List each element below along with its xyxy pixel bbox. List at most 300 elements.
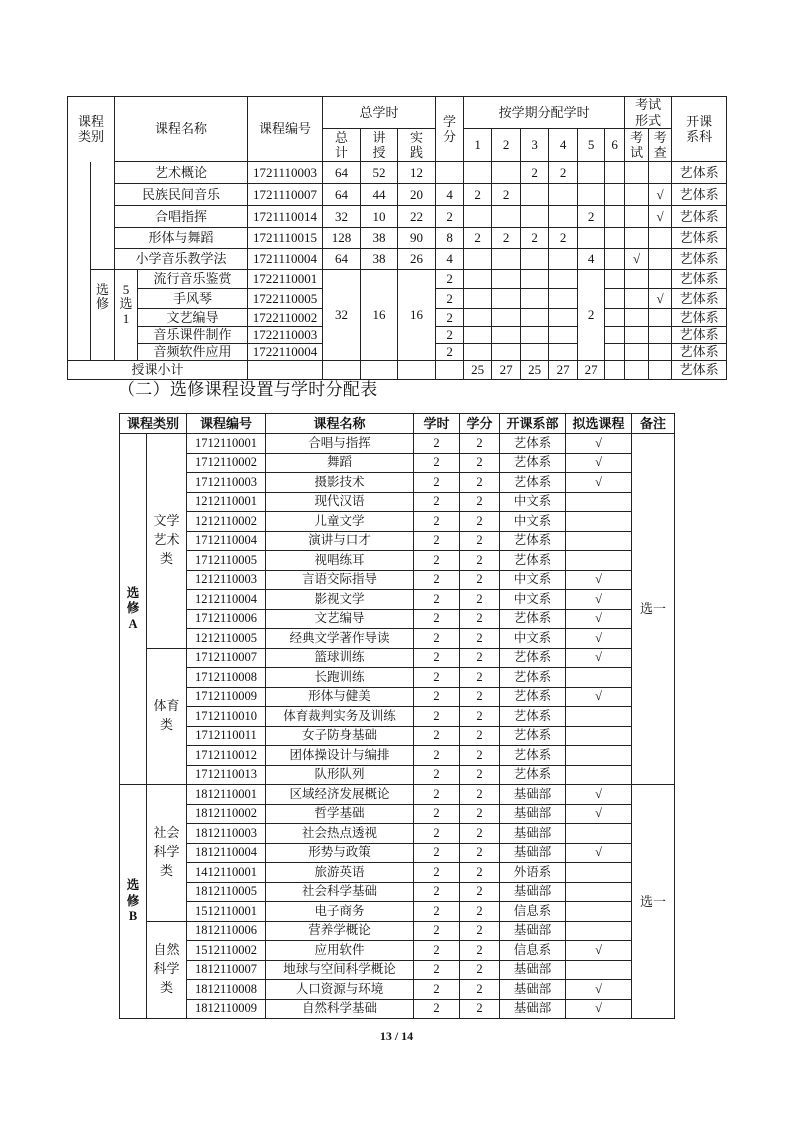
department: 艺体系 — [672, 360, 727, 379]
elective-category: 选 修 — [91, 270, 115, 361]
semester-2-hours — [492, 249, 521, 270]
course-name: 言语交际指导 — [266, 570, 414, 590]
semester-4-hours — [549, 184, 578, 206]
department: 信息系 — [500, 902, 566, 922]
course-hours-table-body — [68, 162, 727, 380]
hours: 2 — [414, 434, 460, 454]
course-code: 1212110005 — [187, 629, 266, 649]
hours-total: 32 — [323, 270, 361, 361]
hours-practice — [398, 360, 436, 379]
header-semester-4: 4 — [549, 129, 578, 162]
header-course-name: 课程名称 — [115, 97, 248, 162]
hours: 2 — [414, 473, 460, 493]
course-name: 形体与健美 — [266, 687, 414, 707]
department: 中文系 — [500, 590, 566, 610]
table-row — [120, 473, 675, 493]
course-name: 女子防身基础 — [266, 726, 414, 746]
hours: 2 — [414, 492, 460, 512]
table-row — [120, 726, 675, 746]
table-row — [68, 162, 727, 184]
department: 艺体系 — [672, 344, 727, 361]
hours-total: 32 — [323, 206, 361, 228]
semester-6-hours — [605, 206, 625, 228]
semester-2-hours — [492, 327, 521, 344]
exam-mark — [625, 206, 649, 228]
course-code: 1212110001 — [187, 492, 266, 512]
selected-mark: √ — [566, 629, 632, 649]
selected-mark — [566, 726, 632, 746]
semester-1-hours — [464, 162, 492, 184]
semester-2-hours — [492, 206, 521, 228]
course-name: 音乐课件制作 — [138, 327, 248, 344]
course-code: 1812110007 — [187, 960, 266, 980]
hours-lecture: 10 — [361, 206, 398, 228]
header-course-category: 课程 类别 — [68, 97, 115, 162]
department: 艺体系 — [500, 648, 566, 668]
credit: 2 — [460, 648, 500, 668]
hours: 2 — [414, 629, 460, 649]
semester-3-hours — [521, 289, 549, 309]
course-code: 1512110001 — [187, 902, 266, 922]
exam-mark — [625, 184, 649, 206]
semester-6-hours — [605, 270, 625, 289]
header-hours-lecture: 讲 授 — [361, 129, 398, 162]
table-row — [120, 999, 675, 1019]
department: 艺体系 — [672, 327, 727, 344]
department: 艺体系 — [672, 270, 727, 289]
selected-mark: √ — [566, 609, 632, 629]
credit: 2 — [460, 921, 500, 941]
hours: 2 — [414, 551, 460, 571]
header-course-code: 课程编号 — [248, 97, 323, 162]
department: 艺体系 — [500, 668, 566, 688]
subtotal-label: 授课小计 — [68, 360, 248, 379]
course-code: 1712110013 — [187, 765, 266, 785]
course-code: 1721110007 — [248, 184, 323, 206]
hours-lecture: 38 — [361, 228, 398, 249]
credit: 2 — [460, 512, 500, 532]
table-row — [120, 590, 675, 610]
semester-2-hours — [492, 289, 521, 309]
hours-practice: 90 — [398, 228, 436, 249]
selected-mark: √ — [566, 453, 632, 473]
credit: 2 — [460, 473, 500, 493]
semester-3-hours — [521, 309, 549, 327]
table-row — [120, 609, 675, 629]
check-mark — [649, 228, 672, 249]
header-total-hours: 总学时 — [323, 97, 436, 129]
semester-3-subtotal: 25 — [521, 360, 549, 379]
semester-3-hours: 2 — [521, 228, 549, 249]
semester-1-hours — [464, 289, 492, 309]
semester-3-hours — [521, 270, 549, 289]
table-row — [120, 648, 675, 668]
course-name: 经典文学著作导读 — [266, 629, 414, 649]
semester-2-hours: 2 — [492, 184, 521, 206]
credit: 2 — [460, 570, 500, 590]
hours: 2 — [414, 609, 460, 629]
subgroup-label: 文学 艺术 类 — [147, 434, 187, 649]
credit: 2 — [436, 344, 464, 361]
table-row — [120, 843, 675, 863]
course-code: 1512110002 — [187, 941, 266, 961]
semester-5-hours: 2 — [578, 206, 605, 228]
credit: 2 — [460, 960, 500, 980]
table-row — [68, 206, 727, 228]
course-code: 1721110015 — [248, 228, 323, 249]
check-mark — [649, 327, 672, 344]
semester-5-hours — [578, 228, 605, 249]
selected-mark — [566, 492, 632, 512]
hours-lecture: 16 — [361, 270, 398, 361]
selected-mark: √ — [566, 999, 632, 1019]
hours-total: 64 — [323, 184, 361, 206]
semester-1-hours — [464, 309, 492, 327]
course-name: 民族民间音乐 — [115, 184, 248, 206]
credit: 2 — [460, 453, 500, 473]
course-code — [248, 360, 323, 379]
header-check: 考 查 — [649, 129, 672, 162]
group-label: 选 修 A — [120, 434, 147, 785]
subgroup-label: 社会 科学 类 — [147, 785, 187, 922]
course-name: 流行音乐鉴赏 — [138, 270, 248, 289]
credit: 2 — [436, 327, 464, 344]
department: 外语系 — [500, 863, 566, 883]
credit: 2 — [460, 629, 500, 649]
semester-1-hours: 2 — [464, 228, 492, 249]
department: 艺体系 — [672, 289, 727, 309]
course-name: 形体与舞蹈 — [115, 228, 248, 249]
semester-5-hours: 4 — [578, 249, 605, 270]
department: 基础部 — [500, 824, 566, 844]
selected-mark — [566, 551, 632, 571]
semester-2-subtotal: 27 — [492, 360, 521, 379]
table-row — [120, 824, 675, 844]
hours-total: 64 — [323, 162, 361, 184]
course-code: 1812110009 — [187, 999, 266, 1019]
check-mark: √ — [649, 289, 672, 309]
semester-4-subtotal: 27 — [549, 360, 578, 379]
semester-4-hours — [549, 249, 578, 270]
check-mark — [649, 344, 672, 361]
department: 艺体系 — [500, 551, 566, 571]
exam-mark: √ — [625, 249, 649, 270]
course-code: 1812110004 — [187, 843, 266, 863]
hours: 2 — [414, 941, 460, 961]
check-mark — [649, 249, 672, 270]
table-row — [120, 804, 675, 824]
course-code: 1212110004 — [187, 590, 266, 610]
table-row — [120, 492, 675, 512]
elective-rule: 5 选 1 — [115, 270, 138, 361]
table-row — [120, 921, 675, 941]
department: 基础部 — [500, 960, 566, 980]
selected-mark — [566, 707, 632, 727]
table-row — [120, 882, 675, 902]
course-code: 1812110008 — [187, 980, 266, 1000]
course-name: 视唱练耳 — [266, 551, 414, 571]
hours-total: 64 — [323, 249, 361, 270]
check-mark — [649, 162, 672, 184]
selected-mark — [566, 863, 632, 883]
course-name: 形势与政策 — [266, 843, 414, 863]
semester-1-hours — [464, 206, 492, 228]
course-name: 队形队列 — [266, 765, 414, 785]
credit: 2 — [460, 863, 500, 883]
department: 中文系 — [500, 570, 566, 590]
selected-mark: √ — [566, 473, 632, 493]
department: 艺体系 — [672, 228, 727, 249]
course-code: 1812110005 — [187, 882, 266, 902]
department: 艺体系 — [500, 434, 566, 454]
credit: 2 — [460, 980, 500, 1000]
course-code: 1812110003 — [187, 824, 266, 844]
department: 艺体系 — [500, 746, 566, 766]
course-name: 文艺编导 — [266, 609, 414, 629]
hours: 2 — [414, 726, 460, 746]
course-code: 1712110012 — [187, 746, 266, 766]
selected-mark: √ — [566, 980, 632, 1000]
department: 艺体系 — [500, 765, 566, 785]
hours-practice: 20 — [398, 184, 436, 206]
semester-6-hours — [605, 289, 625, 309]
course-code: 1712110002 — [187, 453, 266, 473]
check-mark: √ — [649, 184, 672, 206]
department: 艺体系 — [500, 726, 566, 746]
hours-practice: 12 — [398, 162, 436, 184]
table-row — [120, 902, 675, 922]
exam-mark — [625, 289, 649, 309]
hours: 2 — [414, 804, 460, 824]
hours: 2 — [414, 570, 460, 590]
credit: 2 — [460, 999, 500, 1019]
semester-3-hours — [521, 249, 549, 270]
hours: 2 — [414, 590, 460, 610]
required-category-cell — [91, 162, 115, 270]
hours-practice: 16 — [398, 270, 436, 361]
course-code: 1812110002 — [187, 804, 266, 824]
semester-3-hours — [521, 206, 549, 228]
header-semester-2: 2 — [492, 129, 521, 162]
course-name: 儿童文学 — [266, 512, 414, 532]
semester-6-hours — [605, 249, 625, 270]
course-code: 1721110004 — [248, 249, 323, 270]
credit — [436, 360, 464, 379]
department: 中文系 — [500, 629, 566, 649]
elective-course-table-body — [120, 434, 675, 1019]
course-name: 艺术概论 — [115, 162, 248, 184]
semester-6-hours — [605, 327, 625, 344]
department: 基础部 — [500, 921, 566, 941]
check-mark — [649, 309, 672, 327]
semester-4-hours — [549, 270, 578, 289]
category-blank-cell — [68, 162, 91, 361]
hours: 2 — [414, 902, 460, 922]
header-hours: 学时 — [414, 414, 460, 434]
course-code: 1722110004 — [248, 344, 323, 361]
course-code: 1721110014 — [248, 206, 323, 228]
selected-mark — [566, 512, 632, 532]
selected-mark: √ — [566, 804, 632, 824]
course-name: 长跑训练 — [266, 668, 414, 688]
section-title: （二）选修课程设置与学时分配表 — [118, 380, 378, 399]
semester-1-hours — [464, 344, 492, 361]
course-name: 舞蹈 — [266, 453, 414, 473]
department: 信息系 — [500, 941, 566, 961]
header-course-category: 课程类别 — [120, 414, 187, 434]
semester-5-hours — [578, 184, 605, 206]
header-course-name: 课程名称 — [266, 414, 414, 434]
table-row — [120, 434, 675, 454]
credit: 2 — [460, 551, 500, 571]
selected-mark — [566, 882, 632, 902]
department: 艺体系 — [500, 609, 566, 629]
course-name: 影视文学 — [266, 590, 414, 610]
credit: 2 — [436, 206, 464, 228]
selected-mark: √ — [566, 687, 632, 707]
header-semester-3: 3 — [521, 129, 549, 162]
hours: 2 — [414, 863, 460, 883]
semester-1-hours — [464, 249, 492, 270]
semester-6-hours — [605, 344, 625, 361]
department: 艺体系 — [672, 206, 727, 228]
exam-mark — [625, 270, 649, 289]
department: 基础部 — [500, 882, 566, 902]
header-exam: 考 试 — [625, 129, 649, 162]
course-name: 哲学基础 — [266, 804, 414, 824]
header-course-code: 课程编号 — [187, 414, 266, 434]
credit: 2 — [460, 434, 500, 454]
hours-practice: 26 — [398, 249, 436, 270]
semester-6-hours — [605, 162, 625, 184]
semester-2-hours — [492, 344, 521, 361]
course-code: 1712110009 — [187, 687, 266, 707]
header-credit: 学分 — [460, 414, 500, 434]
table-row — [120, 765, 675, 785]
page-number: 13 / 14 — [379, 1029, 414, 1043]
course-code: 1722110005 — [248, 289, 323, 309]
hours: 2 — [414, 824, 460, 844]
exam-mark — [625, 344, 649, 361]
semester-4-hours — [549, 289, 578, 309]
hours-total — [323, 360, 361, 379]
course-name: 人口资源与环境 — [266, 980, 414, 1000]
course-name: 自然科学基础 — [266, 999, 414, 1019]
table-row — [120, 453, 675, 473]
course-code: 1712110003 — [187, 473, 266, 493]
table-row — [120, 746, 675, 766]
course-name: 营养学概论 — [266, 921, 414, 941]
course-code: 1712110004 — [187, 531, 266, 551]
department: 基础部 — [500, 999, 566, 1019]
credit: 2 — [460, 941, 500, 961]
table-row — [68, 249, 727, 270]
hours-lecture — [361, 360, 398, 379]
table-row — [120, 941, 675, 961]
course-name: 地球与空间科学概论 — [266, 960, 414, 980]
selected-mark: √ — [566, 434, 632, 454]
course-code: 1812110006 — [187, 921, 266, 941]
semester-1-hours — [464, 270, 492, 289]
exam-mark — [625, 327, 649, 344]
semester-2-hours — [492, 309, 521, 327]
department: 艺体系 — [500, 687, 566, 707]
course-name: 合唱与指挥 — [266, 434, 414, 454]
credit: 2 — [436, 270, 464, 289]
exam-mark — [625, 360, 649, 379]
exam-mark — [625, 162, 649, 184]
course-code: 1712110008 — [187, 668, 266, 688]
course-hours-table — [67, 96, 727, 380]
semester-3-hours — [521, 327, 549, 344]
credit — [436, 162, 464, 184]
course-name: 团体操设计与编排 — [266, 746, 414, 766]
credit: 2 — [436, 289, 464, 309]
hours-lecture: 44 — [361, 184, 398, 206]
semester-2-hours — [492, 162, 521, 184]
course-code: 1212110003 — [187, 570, 266, 590]
check-mark — [649, 270, 672, 289]
course-name: 电子商务 — [266, 902, 414, 922]
header-exam-form: 考试 形式 — [625, 97, 672, 129]
semester-1-hours — [464, 327, 492, 344]
credit: 2 — [460, 668, 500, 688]
table-row — [120, 707, 675, 727]
course-name: 篮球训练 — [266, 648, 414, 668]
table-header-row — [120, 414, 675, 434]
department: 基础部 — [500, 804, 566, 824]
table-header-row — [68, 97, 727, 129]
table-row — [120, 512, 675, 532]
hours-lecture: 52 — [361, 162, 398, 184]
semester-4-hours: 2 — [549, 228, 578, 249]
semester-3-hours — [521, 344, 549, 361]
selected-mark — [566, 668, 632, 688]
course-name: 应用软件 — [266, 941, 414, 961]
elective-course-table — [119, 413, 675, 1019]
selected-mark — [566, 960, 632, 980]
hours: 2 — [414, 668, 460, 688]
subgroup-label: 自然 科学 类 — [147, 921, 187, 1019]
course-name: 现代汉语 — [266, 492, 414, 512]
semester-2-hours: 2 — [492, 228, 521, 249]
selected-mark — [566, 765, 632, 785]
subtotal-row — [68, 360, 727, 379]
course-code: 1722110002 — [248, 309, 323, 327]
credit: 2 — [460, 707, 500, 727]
selected-mark — [566, 921, 632, 941]
semester-5-hours — [578, 162, 605, 184]
department: 艺体系 — [500, 531, 566, 551]
credit: 2 — [460, 746, 500, 766]
selected-mark — [566, 531, 632, 551]
semester-1-subtotal: 25 — [464, 360, 492, 379]
table-row — [120, 551, 675, 571]
header-department: 开课系部 — [500, 414, 566, 434]
header-semester-distribution: 按学期分配学时 — [464, 97, 625, 129]
hours: 2 — [414, 921, 460, 941]
hours-total: 128 — [323, 228, 361, 249]
semester-2-hours — [492, 270, 521, 289]
course-name: 合唱指挥 — [115, 206, 248, 228]
credit: 2 — [460, 902, 500, 922]
course-name: 音频软件应用 — [138, 344, 248, 361]
credit: 2 — [460, 785, 500, 805]
course-name: 摄影技术 — [266, 473, 414, 493]
hours: 2 — [414, 453, 460, 473]
hours: 2 — [414, 960, 460, 980]
selected-mark — [566, 902, 632, 922]
